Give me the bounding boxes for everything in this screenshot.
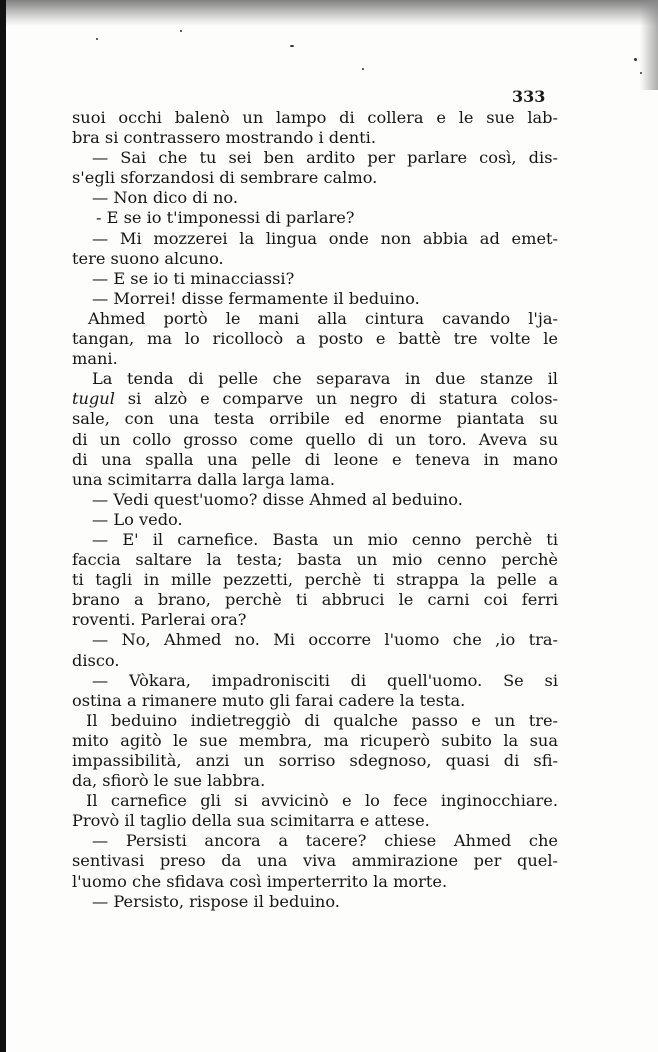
text-line: — Persisti ancora a tacere? chiese Ahmed che [92,831,558,851]
text-line: Ahmed portò le mani alla cintura cavando l'ja- [88,308,558,328]
text-line: una scimitarra dalla larga lama. [72,469,336,489]
text-line: impassibilità, anzi un sorriso sdegnoso, quasi di sfi- [72,751,558,770]
text-line: tangan, ma lo ricollocò a posto e battè tre volte le [72,329,558,349]
scan-speck [640,72,642,74]
scan-shadow-top [0,0,658,26]
text-line: — E se io ti minacciassi? [92,268,295,288]
text-line: — Morrei! disse fermamente il beduino. [92,288,420,308]
text-line: Provò il taglio della sua scimitarra e attese. [72,811,430,831]
text-line: sale, con una testa orribile ed enorme piantata su [72,409,558,429]
scan-speck [634,58,637,61]
page-text [72,108,558,912]
text-line: — No, Ahmed no. Mi occorre l'uomo che ,io tra- [92,630,558,650]
text-line: — Mi mozzerei la lingua onde non abbia ad emet- [92,228,558,248]
text-line: s'egli sforzandosi di sembrare calmo. [72,168,378,188]
text-line: l'uomo che sfidava così imperterrito la morte. [72,871,448,891]
text-line: da, sfiorò le sue labbra. [72,771,266,791]
text-line: roventi. Parlerai ora? [72,610,247,630]
text-line: — Vedi quest'uomo? disse Ahmed al beduino. [92,489,463,509]
scan-speck [362,68,364,70]
italic-word: tugul [72,389,115,409]
scan-speck [96,38,98,40]
text-line: disco. [72,650,120,670]
page-binding-edge [0,0,6,1052]
text-line: — Sai che tu sei ben ardito per parlare così, dis- [92,148,558,168]
text-line: mani. [72,349,118,369]
text-line: Il carnefice gli si avvicinò e lo fece inginocchiare. [86,791,558,811]
text-line: — E' il carnefice. Basta un mio cenno perchè ti [92,529,558,549]
scan-speck [290,45,294,47]
text-line: sentivasi preso da una viva ammirazione per quel- [72,851,558,871]
text-line: di una spalla una pelle di leone e teneva in mano [72,449,558,469]
text-line: Il beduino indietreggiò di qualche passo e un tre- [86,710,558,730]
text-line: di un collo grosso come quello di un toro. Aveva su [72,429,558,449]
scan-speck [180,30,182,32]
text-line: brano a brano, perchè ti abbruci le carni coi ferri [72,590,558,610]
text-line: bra si contrassero mostrando i denti. [72,128,376,148]
text-line: tere suono alcuno. [72,248,224,268]
text-line: La tenda di pelle che separava in due stanze il [92,369,558,389]
text-line: tugul si alzò e comparve un negro di statura colos- [72,389,558,409]
text-line: — Non dico di no. [92,188,239,208]
text-line: — Lo vedo. [92,509,183,529]
scan-shadow-right [640,0,658,90]
text-line: suoi occhi balenò un lampo di collera e le sue lab- [72,108,558,127]
text-line: — Vòkara, impadronisciti di quell'uomo. Se si [92,670,558,690]
text-line: ostina a rimanere muto gli farai cadere la testa. [72,690,466,710]
text-line: faccia saltare la testa; basta un mio cenno perchè [72,550,558,570]
page-number: 333 [512,87,546,106]
text-line: ti tagli in mille pezzetti, perchè ti strappa la pelle a [72,570,558,590]
text-line: mito agitò le sue membra, ma ricuperò subito la sua [72,730,558,750]
text-line: — Persisto, rispose il beduino. [92,891,340,911]
text-line: - E se io t'imponessi di parlare? [96,208,355,228]
